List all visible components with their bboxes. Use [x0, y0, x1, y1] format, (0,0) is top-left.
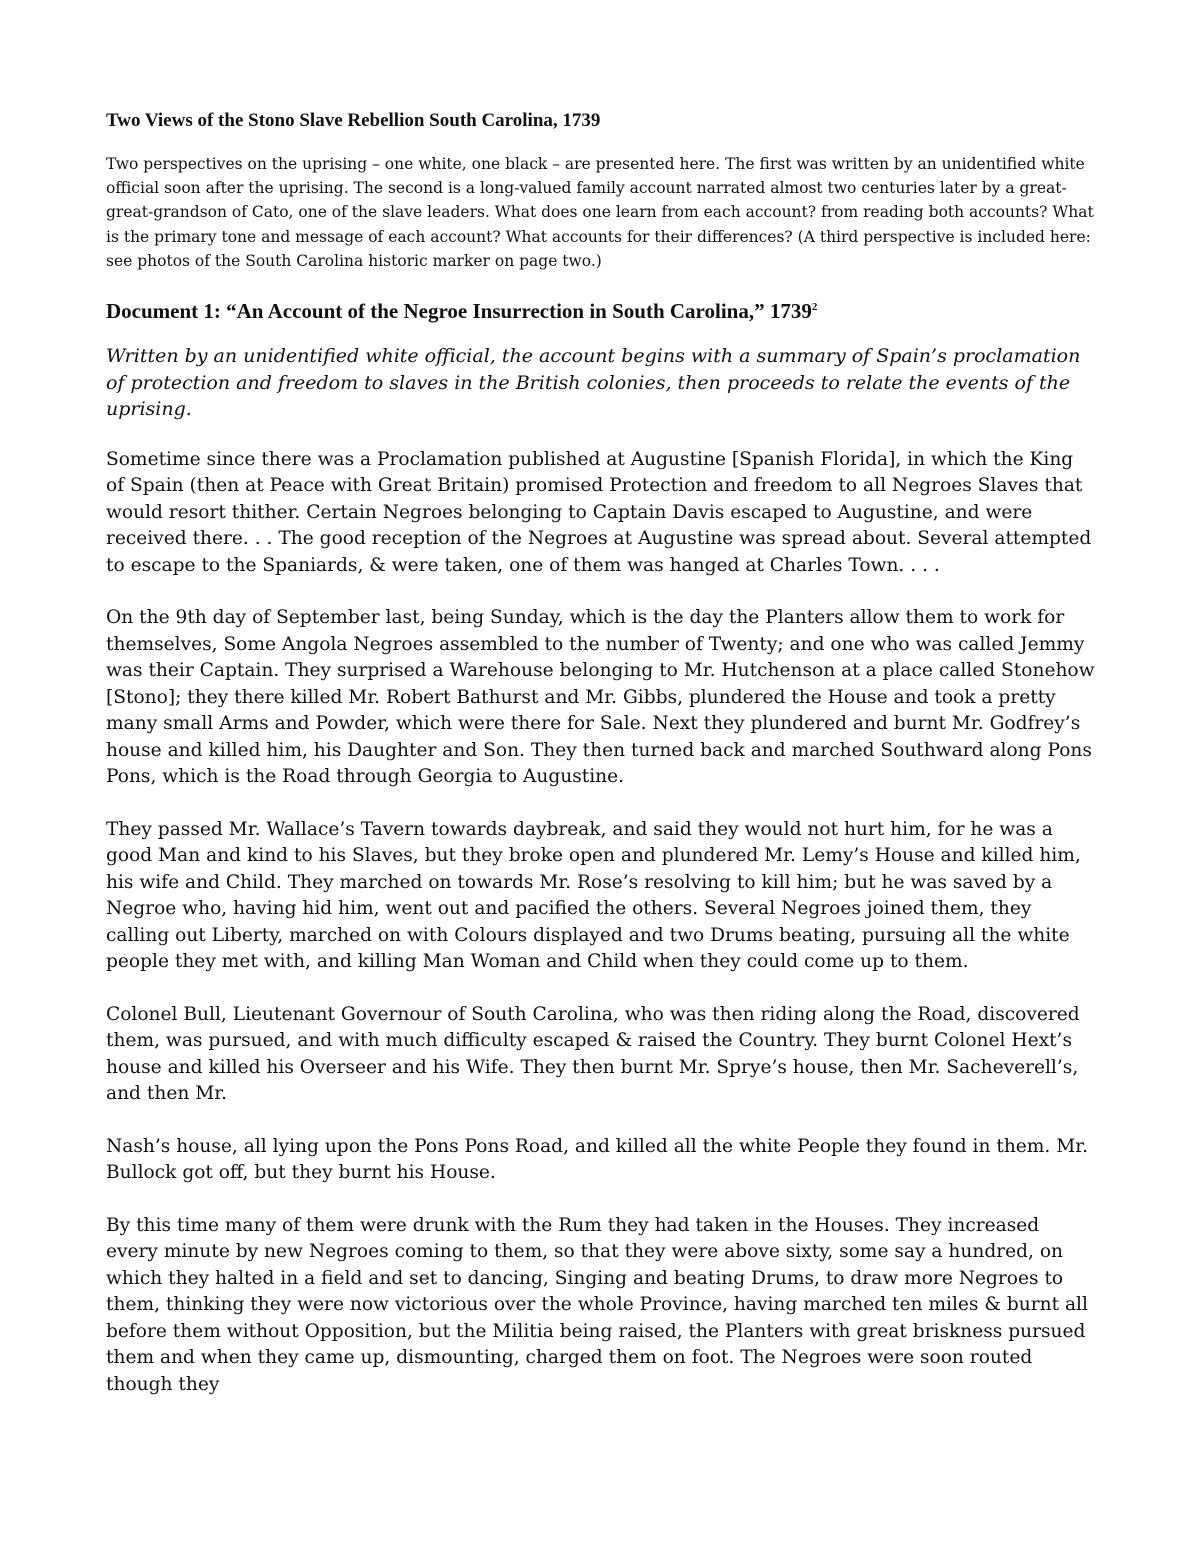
body-paragraph-2: On the 9th day of September last, being Sunday, which is the day the Planters allow them to work for themselves, Some Angola Negroes assembled to the number of Twenty; and one who was called Jemmy was their Captain. They surprised a Warehouse belonging to Mr. Hutchenson at a place called Stonehow [Stono]; they there killed Mr. Robert Bathurst and Mr. Gibbs, plundered the House and took a pretty many small Arms and Powder, which were there for Sale. Next they plundered and burnt Mr. Godfrey’s house and killed him, his Daughter and Son. They then turned back and marched Southward along Pons Pons, which is the Road through Georgia to Augustine. — [106, 607, 1095, 788]
footnote-marker[interactable]: 2 — [811, 301, 818, 314]
document-1-italic-intro: Written by an unidentified white official, the account begins with a summary of Spain’s proclamation of protection and freedom to slaves in the British colonies, then proceeds to relate the events of the uprising. — [106, 345, 1081, 421]
document-1-heading — [106, 297, 1096, 325]
intro-paragraph: Two perspectives on the uprising – one white, one black – are presented here. The first was written by an unidentified white official soon after the uprising. The second is a long-valued family account narrated almost two centuries later by a great- great-grandson of Cato, one of the slave leaders. What does one learn from each account? from reading both accounts? What is the primary tone and message of each account? What accounts for their differences? (A third perspective is included here: see photos of the South Carolina historic marker on page two.) — [106, 155, 1094, 270]
body-paragraph-6: By this time many of them were drunk with the Rum they had taken in the Houses. They increased every minute by new Negroes coming to them, so that they were above sixty, some say a hundred, on which they halted in a field and set to dancing, Singing and beating Drums, to draw more Negroes to them, thinking they were now victorious over the whole Province, having marched ten miles & burnt all before them without Opposition, but the Militia being raised, the Planters with great briskness pursued them and when they came up, dismounting, charged them on foot. The Negroes were soon routed though they — [106, 1214, 1088, 1395]
body-paragraph-1: Sometime since there was a Proclamation published at Augustine [Spanish Florida], in which the King of Spain (then at Peace with Great Britain) promised Protection and freedom to all Negroes Slaves that would resort thither. Certain Negroes belonging to Captain Davis escaped to Augustine, and were received there. . . The good reception of the Negroes at Augustine was spread about. Several attempted to escape to the Spaniards, & were taken, one of them was hanged at Charles Town. . . . — [106, 448, 1092, 576]
body-paragraph-4: Colonel Bull, Lieutenant Governour of South Carolina, who was then riding along the Road, discovered them, was pursued, and with much difficulty escaped & raised the Country. They burnt Colonel Hext’s house and killed his Overseer and his Wife. They then burnt Mr. Sprye’s house, then Mr. Sacheverell’s, and then Mr. — [106, 1003, 1080, 1105]
body-paragraph-3: They passed Mr. Wallace’s Tavern towards daybreak, and said they would not hurt him, for he was a good Man and kind to his Slaves, but they broke open and plundered Mr. Lemy’s House and killed him, his wife and Child. They marched on towards Mr. Rose’s resolving to kill him; but he was saved by a Negroe who, having hid him, went out and pacified the others. Several Negroes joined them, they calling out Liberty, marched on with Colours displayed and two Drums beating, pursuing all the white people they met with, and killing Man Woman and Child when they could come up to them. — [106, 818, 1081, 973]
document-title: Two Views of the Stono Slave Rebellion South Carolina, 1739 — [106, 110, 601, 131]
document-1-heading-text: Document 1: “An Account of the Negroe Insurrection in South Carolina,” 1739 — [106, 299, 812, 324]
body-paragraph-5: Nash’s house, all lying upon the Pons Pons Road, and killed all the white People they found in them. Mr. Bullock got off, but they burnt his House. — [106, 1135, 1089, 1184]
document-page — [106, 108, 1096, 1424]
